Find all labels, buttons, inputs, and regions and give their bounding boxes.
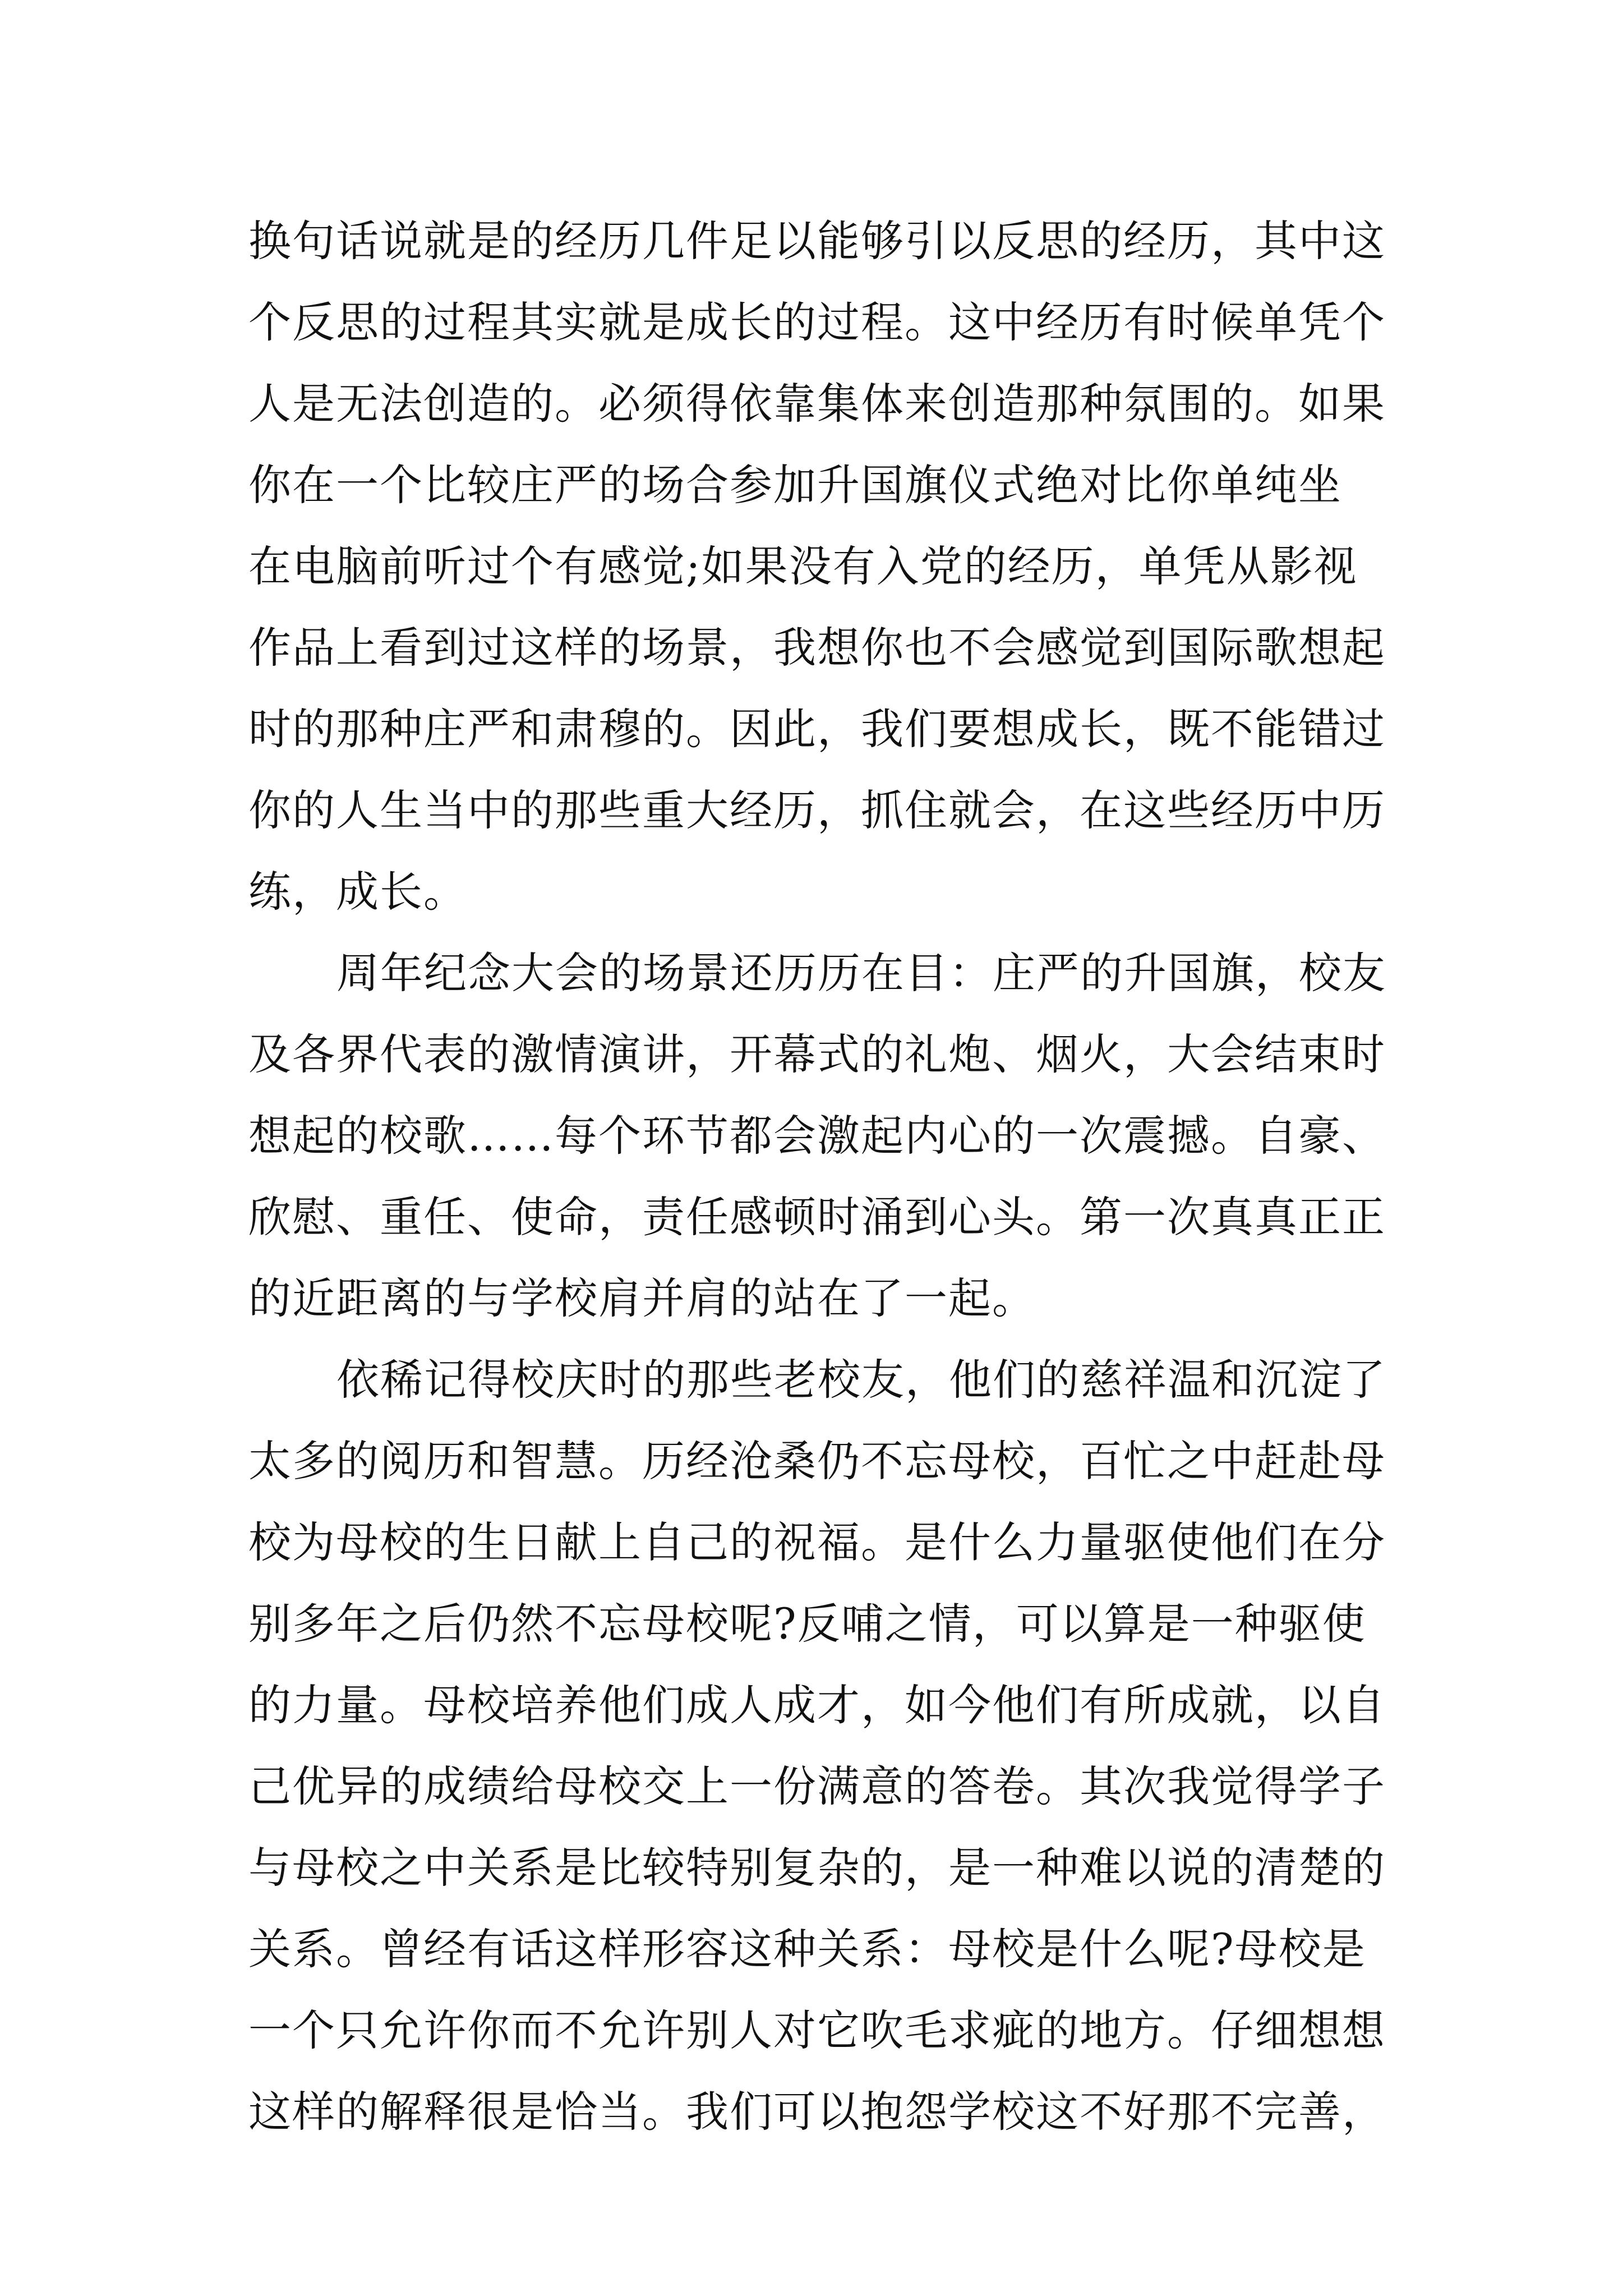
paragraph-start-line: 周年纪念大会的场景还历历在目：庄严的升国旗，校友 (336, 948, 1386, 998)
text-line: 你在一个比较庄严的场合参加升国旗仪式绝对比你单纯坐 (248, 460, 1342, 510)
text-line: 校为母校的生日献上自己的祝福。是什么力量驱使他们在分 (248, 1517, 1386, 1567)
text-line: 关系。曾经有话这样形容这种关系：母校是什么呢?母校是 (248, 1924, 1366, 1974)
text-line: 己优异的成绩给母校交上一份满意的答卷。其次我觉得学子 (248, 1761, 1386, 1811)
text-line: 练，成长。 (248, 867, 467, 917)
text-line: 欣慰、重任、使命，责任感顿时涌到心头。第一次真真正正 (248, 1192, 1386, 1242)
text-line: 个反思的过程其实就是成长的过程。这中经历有时候单凭个 (248, 297, 1386, 347)
text-line: 想起的校歌……每个环节都会激起内心的一次震撼。自豪、 (248, 1111, 1386, 1161)
text-line: 的近距离的与学校肩并肩的站在了一起。 (248, 1273, 1036, 1323)
text-line: 别多年之后仍然不忘母校呢?反哺之情，可以算是一种驱使 (248, 1599, 1366, 1649)
text-line: 及各界代表的激情演讲，开幕式的礼炮、烟火，大会结束时 (248, 1029, 1386, 1079)
text-line: 太多的阅历和智慧。历经沧桑仍不忘母校，百忙之中赶赴母 (248, 1436, 1386, 1486)
text-line: 这样的解释很是恰当。我们可以抱怨学校这不好那不完善， (248, 2087, 1386, 2137)
text-line: 一个只允许你而不允许别人对它吹毛求疵的地方。仔细想想 (248, 2005, 1386, 2055)
text-line: 人是无法创造的。必须得依靠集体来创造那种氛围的。如果 (248, 379, 1386, 429)
text-line: 换句话说就是的经历几件足以能够引以反思的经历，其中这 (248, 216, 1386, 266)
text-line: 时的那种庄严和肃穆的。因此，我们要想成长，既不能错过 (248, 704, 1386, 754)
text-line: 的力量。母校培养他们成人成才，如今他们有所成就，以自 (248, 1680, 1386, 1730)
text-line: 与母校之中关系是比较特别复杂的，是一种难以说的清楚的 (248, 1843, 1386, 1893)
text-line: 在电脑前听过个有感觉;如果没有入党的经历，单凭从影视 (248, 541, 1358, 591)
paragraph-start-line: 依稀记得校庆时的那些老校友，他们的慈祥温和沉淀了 (336, 1355, 1386, 1405)
text-line: 你的人生当中的那些重大经历，抓住就会，在这些经历中历 (248, 785, 1386, 835)
text-line: 作品上看到过这样的场景，我想你也不会感觉到国际歌想起 (248, 623, 1386, 673)
